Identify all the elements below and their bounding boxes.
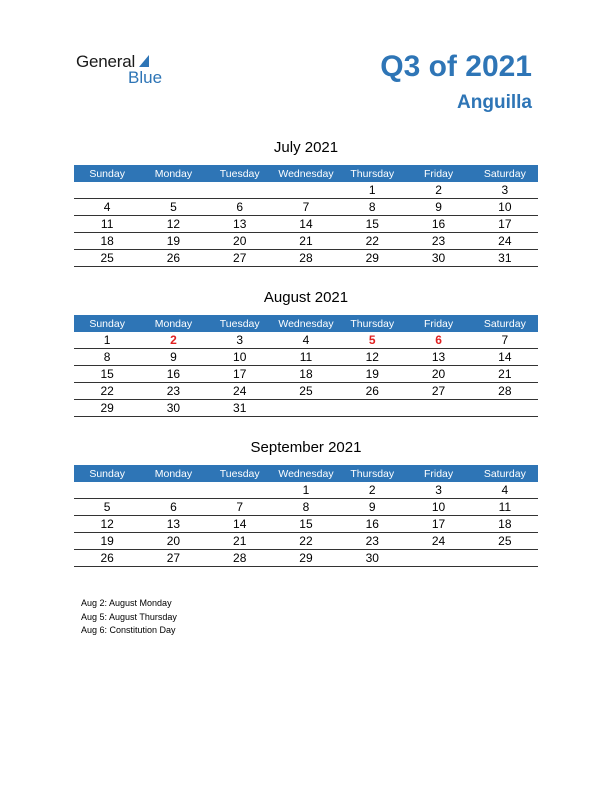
country-name: Anguilla xyxy=(457,92,532,113)
day-cell: 22 xyxy=(273,533,339,550)
day-cell: 21 xyxy=(207,533,273,550)
day-cell: 9 xyxy=(339,499,405,516)
day-cell: 18 xyxy=(273,366,339,383)
month-july xyxy=(74,137,538,267)
day-cell: 27 xyxy=(207,250,273,267)
day-cell: 20 xyxy=(140,533,206,550)
weekday-header: Sunday xyxy=(74,165,140,182)
week-row xyxy=(74,516,538,533)
day-cell: 18 xyxy=(472,516,538,533)
day-cell: 10 xyxy=(207,349,273,366)
day-cell: 13 xyxy=(405,349,471,366)
day-cell: 17 xyxy=(405,516,471,533)
day-cell: 1 xyxy=(273,482,339,499)
weekday-header: Friday xyxy=(405,465,471,482)
day-cell: 16 xyxy=(405,216,471,233)
weekday-header: Wednesday xyxy=(273,315,339,332)
weekday-header: Saturday xyxy=(472,165,538,182)
week-row xyxy=(74,366,538,383)
day-cell: 7 xyxy=(273,199,339,216)
day-cell: 19 xyxy=(140,233,206,250)
day-cell: 22 xyxy=(339,233,405,250)
empty-day-cell xyxy=(140,182,206,199)
week-row xyxy=(74,499,538,516)
day-cell: 13 xyxy=(207,216,273,233)
weekday-header-row xyxy=(74,315,538,332)
day-cell: 20 xyxy=(405,366,471,383)
calendar-grid xyxy=(74,315,538,417)
day-cell: 14 xyxy=(207,516,273,533)
day-cell: 27 xyxy=(405,383,471,400)
day-cell: 11 xyxy=(472,499,538,516)
day-cell: 10 xyxy=(405,499,471,516)
day-cell: 6 xyxy=(207,199,273,216)
day-cell: 1 xyxy=(74,332,140,349)
day-cell: 12 xyxy=(74,516,140,533)
day-cell: 9 xyxy=(405,199,471,216)
day-cell: 18 xyxy=(74,233,140,250)
day-cell: 28 xyxy=(207,550,273,567)
day-cell: 7 xyxy=(472,332,538,349)
week-row xyxy=(74,199,538,216)
day-cell: 8 xyxy=(74,349,140,366)
weekday-header: Monday xyxy=(140,315,206,332)
weekday-header-row xyxy=(74,465,538,482)
holiday-note: Aug 2: August Monday xyxy=(81,598,172,608)
empty-day-cell xyxy=(273,400,339,417)
calendar-grid xyxy=(74,465,538,567)
day-cell: 2 xyxy=(339,482,405,499)
holiday-day-cell: 5 xyxy=(339,332,405,349)
week-row xyxy=(74,400,538,417)
day-cell: 30 xyxy=(405,250,471,267)
day-cell: 12 xyxy=(339,349,405,366)
day-cell: 19 xyxy=(74,533,140,550)
day-cell: 4 xyxy=(472,482,538,499)
day-cell: 29 xyxy=(273,550,339,567)
month-september xyxy=(74,437,538,567)
weekday-header: Friday xyxy=(405,315,471,332)
empty-day-cell xyxy=(74,182,140,199)
day-cell: 11 xyxy=(273,349,339,366)
holiday-day-cell: 2 xyxy=(140,332,206,349)
holiday-notes xyxy=(81,597,177,638)
empty-day-cell xyxy=(405,400,471,417)
logo-text-general: General xyxy=(76,52,136,71)
logo-triangle-icon xyxy=(139,55,149,67)
week-row xyxy=(74,182,538,199)
day-cell: 23 xyxy=(339,533,405,550)
empty-day-cell xyxy=(472,400,538,417)
day-cell: 26 xyxy=(140,250,206,267)
day-cell: 1 xyxy=(339,182,405,199)
day-cell: 2 xyxy=(405,182,471,199)
day-cell: 17 xyxy=(207,366,273,383)
day-cell: 15 xyxy=(339,216,405,233)
day-cell: 15 xyxy=(74,366,140,383)
weekday-header: Friday xyxy=(405,165,471,182)
empty-day-cell xyxy=(273,182,339,199)
day-cell: 25 xyxy=(273,383,339,400)
day-cell: 25 xyxy=(472,533,538,550)
week-row xyxy=(74,250,538,267)
day-cell: 9 xyxy=(140,349,206,366)
day-cell: 19 xyxy=(339,366,405,383)
logo-text-blue: Blue xyxy=(128,68,163,87)
day-cell: 7 xyxy=(207,499,273,516)
day-cell: 28 xyxy=(472,383,538,400)
day-cell: 27 xyxy=(140,550,206,567)
weekday-header: Tuesday xyxy=(207,315,273,332)
day-cell: 14 xyxy=(472,349,538,366)
empty-day-cell xyxy=(405,550,471,567)
day-cell: 23 xyxy=(140,383,206,400)
holiday-note: Aug 5: August Thursday xyxy=(81,611,177,622)
day-cell: 11 xyxy=(74,216,140,233)
empty-day-cell xyxy=(207,482,273,499)
day-cell: 31 xyxy=(207,400,273,417)
weekday-header: Saturday xyxy=(472,465,538,482)
day-cell: 26 xyxy=(339,383,405,400)
day-cell: 24 xyxy=(405,533,471,550)
day-cell: 31 xyxy=(472,250,538,267)
day-cell: 24 xyxy=(207,383,273,400)
day-cell: 15 xyxy=(273,516,339,533)
empty-day-cell xyxy=(207,182,273,199)
day-cell: 6 xyxy=(140,499,206,516)
weekday-header: Tuesday xyxy=(207,165,273,182)
empty-day-cell xyxy=(339,400,405,417)
day-cell: 16 xyxy=(140,366,206,383)
calendar-grid xyxy=(74,165,538,267)
weekday-header: Thursday xyxy=(339,315,405,332)
weekday-header: Wednesday xyxy=(273,165,339,182)
day-cell: 26 xyxy=(74,550,140,567)
empty-day-cell xyxy=(472,550,538,567)
month-title: July 2021 xyxy=(273,139,339,156)
day-cell: 3 xyxy=(405,482,471,499)
week-row xyxy=(74,533,538,550)
day-cell: 13 xyxy=(140,516,206,533)
day-cell: 29 xyxy=(339,250,405,267)
empty-day-cell xyxy=(74,482,140,499)
brand-logo xyxy=(76,52,176,92)
week-row xyxy=(74,482,538,499)
day-cell: 20 xyxy=(207,233,273,250)
day-cell: 28 xyxy=(273,250,339,267)
holiday-day-cell: 6 xyxy=(405,332,471,349)
month-title: August 2021 xyxy=(263,289,349,306)
weekday-header: Monday xyxy=(140,465,206,482)
day-cell: 8 xyxy=(273,499,339,516)
weekday-header: Thursday xyxy=(339,165,405,182)
day-cell: 24 xyxy=(472,233,538,250)
weekday-header: Wednesday xyxy=(273,465,339,482)
day-cell: 30 xyxy=(339,550,405,567)
week-row xyxy=(74,233,538,250)
day-cell: 14 xyxy=(273,216,339,233)
weekday-header-row xyxy=(74,165,538,182)
day-cell: 3 xyxy=(472,182,538,199)
week-row xyxy=(74,216,538,233)
weekday-header: Thursday xyxy=(339,465,405,482)
weekday-header: Sunday xyxy=(74,465,140,482)
day-cell: 8 xyxy=(339,199,405,216)
day-cell: 16 xyxy=(339,516,405,533)
month-august xyxy=(74,287,538,417)
month-title: September 2021 xyxy=(250,439,362,456)
day-cell: 5 xyxy=(74,499,140,516)
weekday-header: Monday xyxy=(140,165,206,182)
empty-day-cell xyxy=(140,482,206,499)
week-row xyxy=(74,332,538,349)
day-cell: 4 xyxy=(74,199,140,216)
page-title: Q3 of 2021 xyxy=(380,50,532,83)
day-cell: 21 xyxy=(472,366,538,383)
day-cell: 3 xyxy=(207,332,273,349)
week-row xyxy=(74,383,538,400)
holiday-note: Aug 6: Constitution Day xyxy=(81,625,176,635)
day-cell: 12 xyxy=(140,216,206,233)
day-cell: 21 xyxy=(273,233,339,250)
day-cell: 4 xyxy=(273,332,339,349)
day-cell: 5 xyxy=(140,199,206,216)
day-cell: 30 xyxy=(140,400,206,417)
week-row xyxy=(74,349,538,366)
weekday-header: Tuesday xyxy=(207,465,273,482)
day-cell: 22 xyxy=(74,383,140,400)
day-cell: 23 xyxy=(405,233,471,250)
day-cell: 17 xyxy=(472,216,538,233)
day-cell: 29 xyxy=(74,400,140,417)
weekday-header: Sunday xyxy=(74,315,140,332)
week-row xyxy=(74,550,538,567)
day-cell: 10 xyxy=(472,199,538,216)
day-cell: 25 xyxy=(74,250,140,267)
weekday-header: Saturday xyxy=(472,315,538,332)
